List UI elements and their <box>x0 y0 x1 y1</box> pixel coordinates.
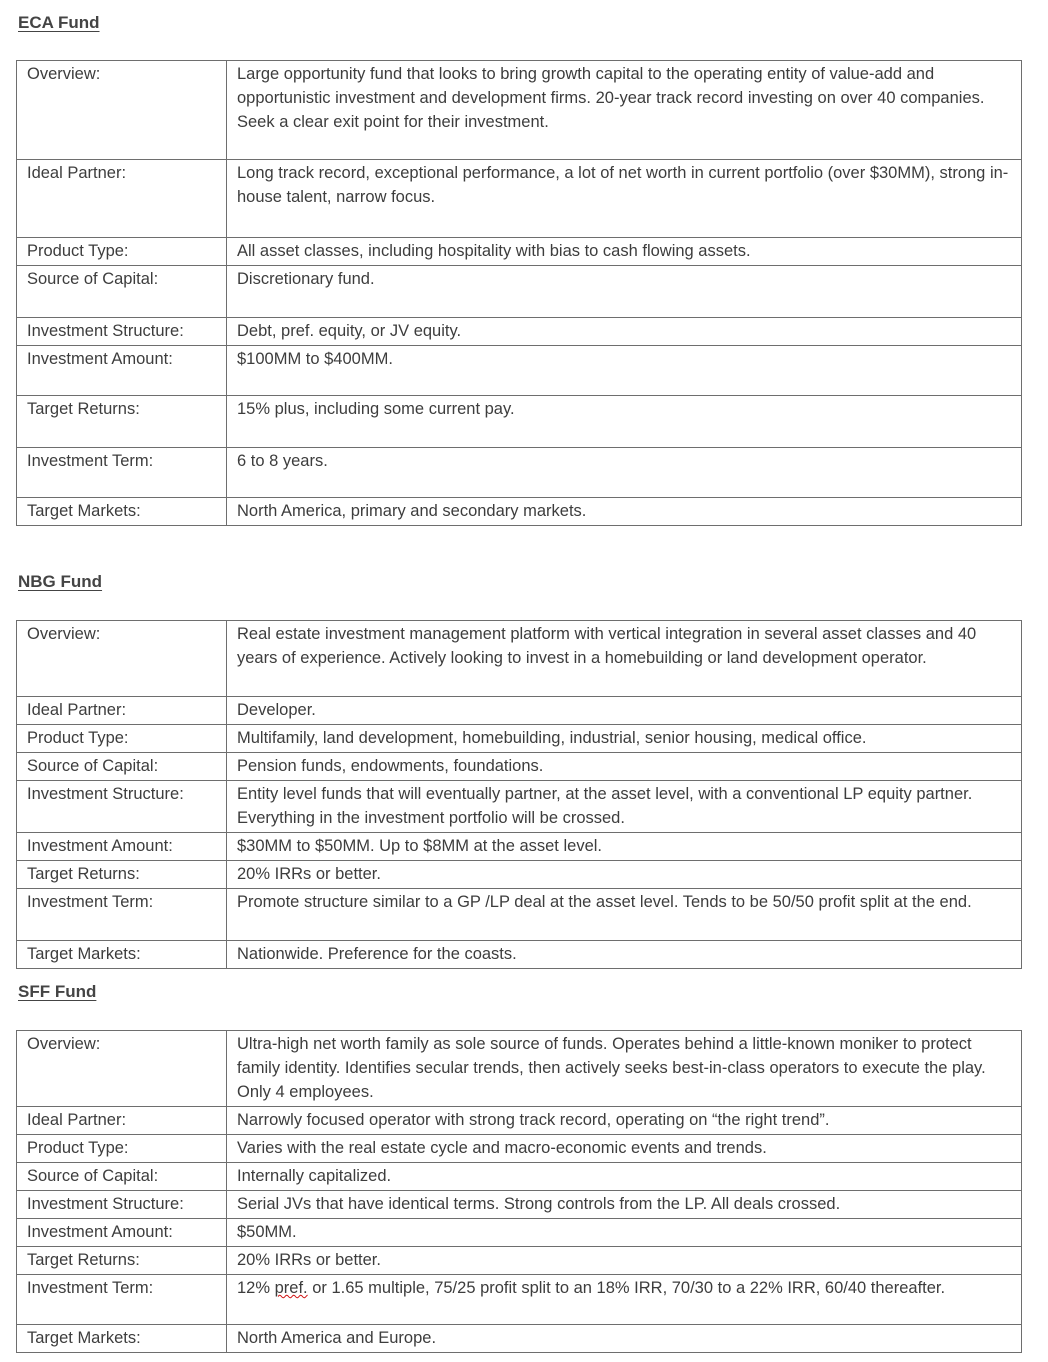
row-label: Overview: <box>17 621 227 697</box>
row-label: Product Type: <box>17 725 227 753</box>
table-row <box>17 1191 1022 1219</box>
table-row <box>17 725 1022 753</box>
row-label: Investment Amount: <box>17 1219 227 1247</box>
row-label: Investment Term: <box>17 448 227 498</box>
table-row <box>17 861 1022 889</box>
row-value: Discretionary fund. <box>227 266 1022 318</box>
table-row <box>17 753 1022 781</box>
table-row <box>17 1031 1022 1107</box>
table-row <box>17 1275 1022 1325</box>
row-value: All asset classes, including hospitality with bias to cash flowing assets. <box>227 238 1022 266</box>
fund-table-sff <box>16 1030 1022 1353</box>
row-label: Product Type: <box>17 1135 227 1163</box>
table-row <box>17 160 1022 238</box>
table-row <box>17 498 1022 526</box>
table-row <box>17 889 1022 941</box>
table-row <box>17 238 1022 266</box>
spellcheck-flagged-word[interactable]: pref. <box>274 1279 308 1297</box>
row-value: $50MM. <box>227 1219 1022 1247</box>
table-row <box>17 833 1022 861</box>
row-label: Investment Term: <box>17 1275 227 1325</box>
row-label: Target Returns: <box>17 1247 227 1275</box>
row-value: Narrowly focused operator with strong track record, operating on “the right trend”. <box>227 1107 1022 1135</box>
row-value: $100MM to $400MM. <box>227 346 1022 396</box>
row-value-pre: 12% <box>237 1279 275 1297</box>
row-value-post: or 1.65 multiple, 75/25 profit split to an 18% IRR, 70/30 to a 22% IRR, 60/40 thereafter. <box>307 1279 946 1297</box>
row-value: Long track record, exceptional performance, a lot of net worth in current portfolio (over $30MM), strong in-house talent, narrow focus. <box>227 160 1022 238</box>
table-row <box>17 1107 1022 1135</box>
row-label: Target Markets: <box>17 498 227 526</box>
table-row <box>17 1163 1022 1191</box>
row-label: Source of Capital: <box>17 1163 227 1191</box>
row-label: Investment Amount: <box>17 833 227 861</box>
table-row <box>17 1219 1022 1247</box>
row-label: Source of Capital: <box>17 266 227 318</box>
row-value: 20% IRRs or better. <box>227 1247 1022 1275</box>
fund-title-eca: ECA Fund <box>18 13 100 32</box>
row-label: Investment Amount: <box>17 346 227 396</box>
row-value: Multifamily, land development, homebuilding, industrial, senior housing, medical office. <box>227 725 1022 753</box>
row-value: Ultra-high net worth family as sole source of funds. Operates behind a little-known moniker to protect family identity. Identifies secular trends, then actively seeks best-in-class operators to execute the play. Only 4 employees. <box>227 1031 1022 1107</box>
table-row <box>17 697 1022 725</box>
row-value: Pension funds, endowments, foundations. <box>227 753 1022 781</box>
table-row <box>17 941 1022 969</box>
row-value: Entity level funds that will eventually partner, at the asset level, with a conventional LP equity partner. Everything in the investment portfolio will be crossed. <box>227 781 1022 833</box>
table-row <box>17 318 1022 346</box>
row-value: Debt, pref. equity, or JV equity. <box>227 318 1022 346</box>
row-value: Promote structure similar to a GP /LP deal at the asset level. Tends to be 50/50 profit split at the end. <box>227 889 1022 941</box>
table-row <box>17 448 1022 498</box>
row-value: Varies with the real estate cycle and macro-economic events and trends. <box>227 1135 1022 1163</box>
fund-table-nbg <box>16 620 1022 969</box>
row-value: 6 to 8 years. <box>227 448 1022 498</box>
table-row <box>17 781 1022 833</box>
table-row <box>17 396 1022 448</box>
row-label: Investment Term: <box>17 889 227 941</box>
row-value <box>227 1275 1022 1325</box>
row-label: Overview: <box>17 61 227 160</box>
row-label: Ideal Partner: <box>17 1107 227 1135</box>
row-label: Target Markets: <box>17 1325 227 1353</box>
row-value: North America and Europe. <box>227 1325 1022 1353</box>
table-row <box>17 1135 1022 1163</box>
row-value: $30MM to $50MM. Up to $8MM at the asset level. <box>227 833 1022 861</box>
fund-table-eca <box>16 60 1022 526</box>
table-row <box>17 266 1022 318</box>
table-row <box>17 1247 1022 1275</box>
row-label: Ideal Partner: <box>17 160 227 238</box>
fund-title-nbg: NBG Fund <box>18 572 103 591</box>
row-value: Internally capitalized. <box>227 1163 1022 1191</box>
row-label: Ideal Partner: <box>17 697 227 725</box>
row-label: Target Returns: <box>17 861 227 889</box>
row-label: Target Returns: <box>17 396 227 448</box>
row-value: Nationwide. Preference for the coasts. <box>227 941 1022 969</box>
row-value: Large opportunity fund that looks to bring growth capital to the operating entity of value-add and opportunistic investment and development firms. 20-year track record investing on over 40 companies. Seek a clear exit point for their investment. <box>227 61 1022 160</box>
row-value: 15% plus, including some current pay. <box>227 396 1022 448</box>
row-label: Target Markets: <box>17 941 227 969</box>
row-value: North America, primary and secondary markets. <box>227 498 1022 526</box>
row-label: Source of Capital: <box>17 753 227 781</box>
row-label: Product Type: <box>17 238 227 266</box>
row-value: Serial JVs that have identical terms. Strong controls from the LP. All deals crossed. <box>227 1191 1022 1219</box>
table-row <box>17 61 1022 160</box>
row-label: Investment Structure: <box>17 781 227 833</box>
table-row <box>17 621 1022 697</box>
row-value: Real estate investment management platform with vertical integration in several asset classes and 40 years of experience. Actively looking to invest in a homebuilding or land development operator. <box>227 621 1022 697</box>
table-row <box>17 1325 1022 1353</box>
row-label: Investment Structure: <box>17 318 227 346</box>
row-value: 20% IRRs or better. <box>227 861 1022 889</box>
row-label: Overview: <box>17 1031 227 1107</box>
row-value: Developer. <box>227 697 1022 725</box>
row-label: Investment Structure: <box>17 1191 227 1219</box>
table-row <box>17 346 1022 396</box>
fund-title-sff: SFF Fund <box>18 982 97 1001</box>
